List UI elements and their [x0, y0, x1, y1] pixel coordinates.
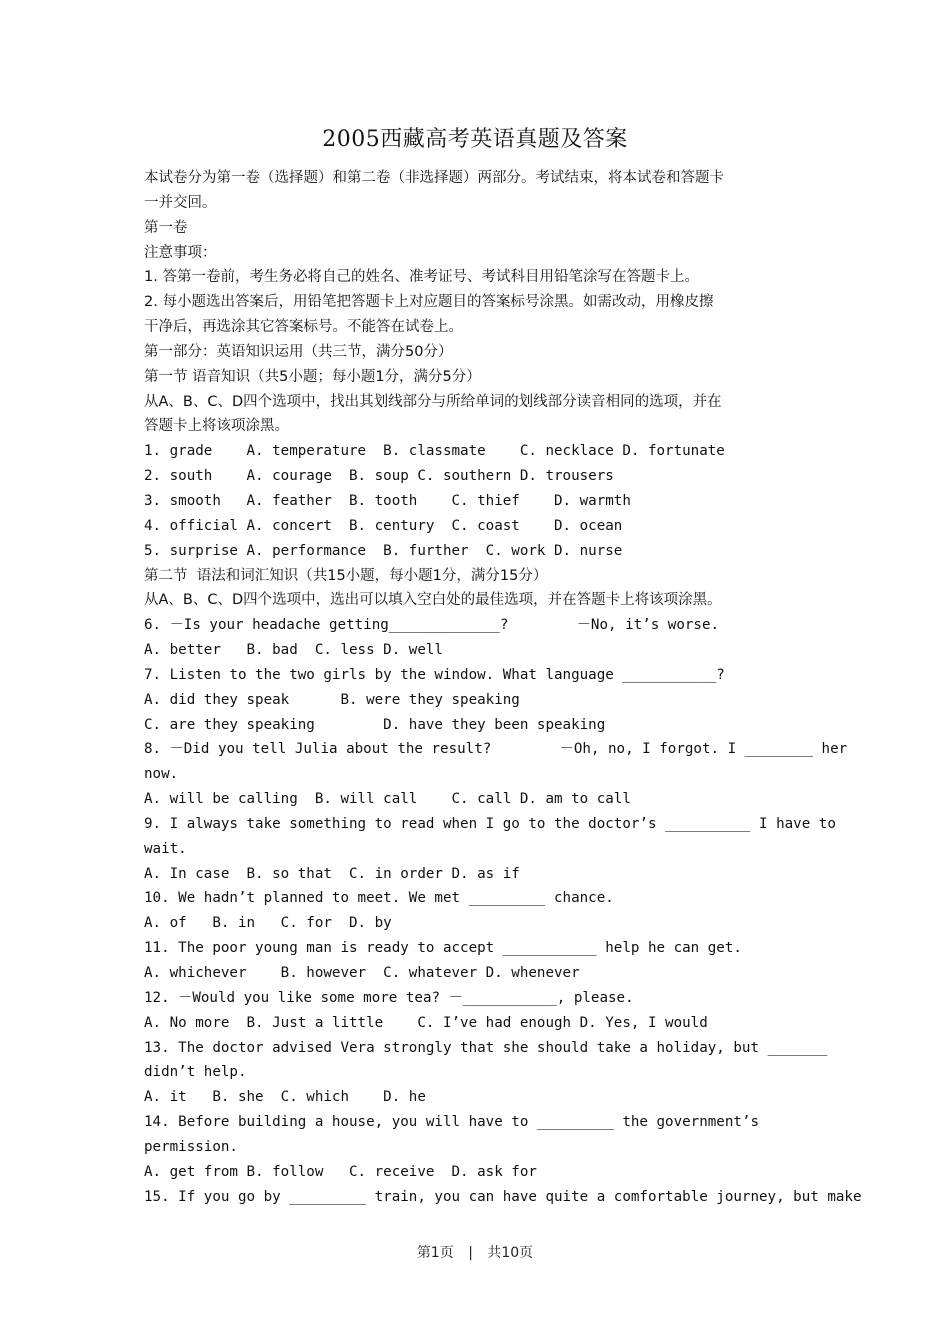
question-line: 7. Listen to the two girls by the window. What language ___________? [144, 666, 725, 683]
question-line: 8. －Did you tell Julia about the result? －Oh, no, I forgot. I ________ her [144, 741, 848, 758]
question-line: permission. [144, 1138, 238, 1155]
question-line: now. [144, 766, 179, 783]
text-line: 从A、B、C、D四个选项中，找出其划线部分与所给单词的划线部分读音相同的选项，并在 [144, 393, 722, 410]
text-line: 干净后，再选涂其它答案标号。不能答在试卷上。 [144, 319, 463, 336]
options-line: C. are they speaking D. have they been speaking [144, 716, 606, 733]
question-line: 15. If you go by _________ train, you can have quite a comfortable journey, but make [144, 1188, 862, 1205]
question-line: 9. I always take something to read when I go to the doctor’s __________ I have to [144, 815, 836, 832]
question-line: 13. The doctor advised Vera strongly that she should take a holiday, but _______ [144, 1039, 828, 1056]
section-heading: 第一部分：英语知识运用（共三节，满分50分） [144, 343, 453, 360]
text-line: 一并交回。 [144, 194, 217, 211]
text-line: 1. 答第一卷前，考生务必将自己的姓名、准考证号、考试科目用铅笔涂写在答题卡上。 [144, 269, 699, 286]
section-heading: 第一卷 [144, 219, 188, 236]
options-line: A. No more B. Just a little C. I’ve had enough D. Yes, I would [144, 1014, 708, 1031]
text-line: 答题卡上将该项涂黑。 [144, 418, 289, 435]
footer-separator: | [468, 1245, 473, 1261]
question-line: 14. Before building a house, you will have to _________ the government’s [144, 1114, 759, 1131]
question-line: 6. －Is your headache getting_____________? －No, it’s worse. [144, 617, 720, 634]
text-line: 注意事项： [144, 244, 217, 261]
question-line: 10. We hadn’t planned to meet. We met _________ chance. [144, 890, 614, 907]
question-line: wait. [144, 840, 187, 857]
options-line: A. In case B. so that C. in order D. as if [144, 865, 520, 882]
question-line: didn’t help. [144, 1064, 247, 1081]
section-heading: 第二节 语法和词汇知识（共15小题，每小题1分，满分15分） [144, 567, 548, 584]
question-line: 3. smooth A. feather B. tooth C. thief D. warmth [144, 492, 631, 509]
page-number: 第1页 [416, 1245, 454, 1261]
options-line: A. of B. in C. for D. by [144, 915, 392, 932]
document-title: 2005西藏高考英语真题及答案 [322, 127, 628, 152]
options-line: A. will be calling B. will call C. call D. am to call [144, 791, 631, 808]
question-line: 2. south A. courage B. soup C. southern D. trousers [144, 468, 614, 485]
question-line: 4. official A. concert B. century C. coast D. ocean [144, 517, 623, 534]
options-line: A. whichever B. however C. whatever D. whenever [144, 965, 580, 981]
page-total: 共10页 [487, 1245, 534, 1261]
question-line: 5. surprise A. performance B. further C. work D. nurse [144, 542, 623, 559]
question-line: 11. The poor young man is ready to accept ___________ help he can get. [144, 940, 742, 957]
options-line: A. better B. bad C. less D. well [144, 642, 443, 659]
question-line: 1. grade A. temperature B. classmate C. necklace D. fortunate [144, 443, 725, 460]
options-line: A. it B. she C. which D. he [144, 1089, 426, 1106]
options-line: A. did they speak B. were they speaking [144, 691, 520, 708]
options-line: A. get from B. follow C. receive D. ask for [144, 1163, 537, 1180]
text-line: 从A、B、C、D四个选项中，选出可以填入空白处的最佳选项，并在答题卡上将该项涂黑。 [144, 592, 722, 609]
section-heading: 第一节 语音知识（共5小题；每小题1分，满分5分） [144, 368, 481, 385]
page-footer [0, 1242, 950, 1262]
document-body [144, 166, 862, 1209]
text-line: 本试卷分为第一卷（选择题）和第二卷（非选择题）两部分。考试结束，将本试卷和答题卡 [144, 170, 724, 186]
text-line: 2. 每小题选出答案后，用铅笔把答题卡上对应题目的答案标号涂黑。如需改动，用橡皮擦 [144, 294, 714, 311]
question-line: 12. －Would you like some more tea? －___________, please. [144, 989, 634, 1006]
